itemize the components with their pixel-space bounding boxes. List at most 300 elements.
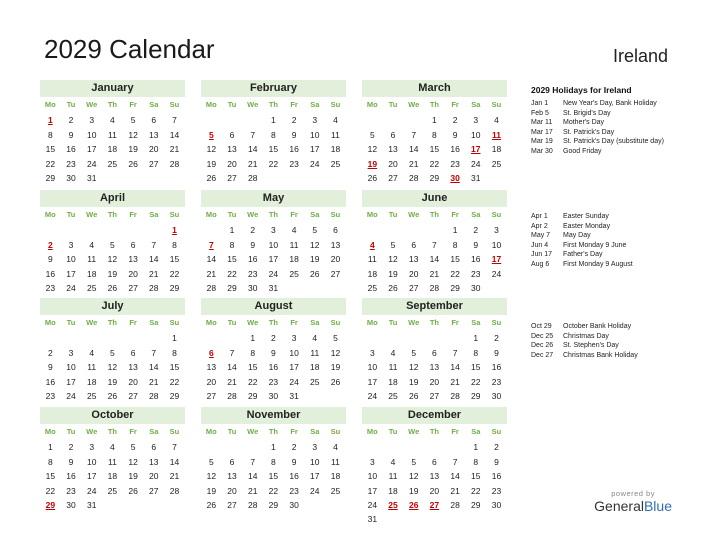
date-cell: 9 xyxy=(473,239,479,250)
date-cell: 18 xyxy=(107,471,118,482)
date-cell: 5 xyxy=(208,456,214,467)
date-cell: 29 xyxy=(429,172,440,183)
date-cell: 14 xyxy=(247,471,258,482)
holiday-row xyxy=(531,147,664,157)
date-cell: 24 xyxy=(86,485,97,496)
date-cell: 2 xyxy=(452,115,458,126)
date-cell: 11 xyxy=(87,362,97,373)
date-cell: 29 xyxy=(450,282,460,293)
date-cell: 21 xyxy=(149,268,159,279)
month-grid xyxy=(201,99,346,185)
date-cell: 9 xyxy=(68,129,74,140)
date-cell: 27 xyxy=(206,390,217,401)
date-cell: 7 xyxy=(229,347,235,358)
date-cell: 1 xyxy=(271,442,276,453)
empty-cell xyxy=(201,113,222,127)
date-cell: 11 xyxy=(331,129,340,140)
weekday-label: Mo xyxy=(205,427,217,436)
date-cell: 21 xyxy=(450,485,460,496)
weekday-label: Fr xyxy=(451,318,459,327)
date-cell: 28 xyxy=(450,499,460,510)
date-cell: 9 xyxy=(494,456,499,467)
date-cell: 4 xyxy=(494,115,499,126)
date-cell: 30 xyxy=(66,172,76,183)
empty-cell xyxy=(81,331,102,345)
date-cell: 27 xyxy=(388,172,398,183)
date-cell: 14 xyxy=(429,254,440,265)
date-cell: 22 xyxy=(268,485,279,496)
date-cell: 15 xyxy=(45,471,56,482)
month-header: July xyxy=(40,298,185,315)
holiday-name: Easter Monday xyxy=(563,222,611,230)
date-cell: 19 xyxy=(408,376,419,387)
date-cell: 5 xyxy=(411,456,417,467)
page-title: 2029 Calendar xyxy=(44,34,215,64)
date-cell: 1 xyxy=(473,333,479,344)
date-cell: 23 xyxy=(289,485,299,496)
date-cell: 7 xyxy=(172,442,177,453)
date-cell: 27 xyxy=(227,499,237,510)
date-cell: 23 xyxy=(491,485,502,496)
weekday-label: We xyxy=(86,427,98,436)
weekday-label: Fr xyxy=(290,318,298,327)
date-cell: 22 xyxy=(169,268,180,279)
date-cell: 31 xyxy=(86,172,97,183)
weekday-label: Mo xyxy=(366,210,378,219)
holiday-date-label: Apr 1 xyxy=(531,213,548,220)
date-cell: 4 xyxy=(110,442,115,453)
date-cell: 9 xyxy=(68,456,74,467)
weekday-label: Fr xyxy=(129,100,137,109)
date-cell: 13 xyxy=(408,254,419,265)
date-cell: 25 xyxy=(289,268,299,279)
empty-cell xyxy=(362,440,383,454)
weekday-label: Sa xyxy=(149,318,159,327)
date-cell: 5 xyxy=(110,239,115,250)
holiday-row xyxy=(531,99,664,109)
date-cell: 26 xyxy=(408,390,419,401)
date-cell: 16 xyxy=(450,144,460,155)
date-cell: 5 xyxy=(312,225,318,236)
holiday-row xyxy=(531,332,638,342)
date-cell: 14 xyxy=(247,144,258,155)
date-cell: 20 xyxy=(227,485,237,496)
holiday-date-label: Jun 4 xyxy=(531,241,549,249)
date-cell: 28 xyxy=(206,282,217,293)
holiday-date: 27 xyxy=(429,499,440,510)
date-cell: 1 xyxy=(250,333,256,344)
date-cell: 15 xyxy=(247,362,258,373)
date-cell: 24 xyxy=(310,158,320,169)
weekday-label: Th xyxy=(429,427,439,436)
date-cell: 28 xyxy=(149,390,159,401)
month-july xyxy=(40,298,185,403)
date-cell: 15 xyxy=(45,144,56,155)
date-cell: 4 xyxy=(333,115,338,126)
date-cell: 6 xyxy=(432,456,437,467)
date-cell: 8 xyxy=(271,129,276,140)
date-cell: 2 xyxy=(250,225,256,236)
date-cell: 9 xyxy=(250,239,256,250)
date-cell: 18 xyxy=(367,268,378,279)
empty-cell xyxy=(102,223,123,237)
date-cell: 11 xyxy=(87,254,97,265)
weekday-label: Fr xyxy=(129,318,137,327)
date-cell: 18 xyxy=(330,471,341,482)
date-cell: 4 xyxy=(312,333,318,344)
date-cell: 22 xyxy=(450,268,460,279)
date-cell: 15 xyxy=(471,471,481,482)
date-cell: 14 xyxy=(227,362,237,373)
date-cell: 23 xyxy=(289,158,299,169)
date-cell: 11 xyxy=(367,254,377,265)
holiday-date: 7 xyxy=(208,239,214,250)
date-cell: 12 xyxy=(408,362,419,373)
weekday-label: Mo xyxy=(205,100,217,109)
date-cell: 24 xyxy=(268,268,279,279)
date-cell: 25 xyxy=(86,390,97,401)
date-cell: 10 xyxy=(367,471,378,482)
date-cell: 15 xyxy=(471,362,481,373)
date-cell: 29 xyxy=(45,172,56,183)
date-cell: 14 xyxy=(450,362,460,373)
holiday-row xyxy=(531,260,633,270)
month-header: April xyxy=(40,190,185,207)
empty-cell xyxy=(383,223,404,237)
date-cell: 31 xyxy=(367,514,378,525)
weekday-label: Th xyxy=(429,100,439,109)
date-cell: 26 xyxy=(128,485,138,496)
holiday-date-label: Feb 5 xyxy=(531,109,549,117)
weekday-label: Tu xyxy=(227,100,237,109)
empty-cell xyxy=(403,440,424,454)
weekday-label: We xyxy=(408,427,420,436)
date-cell: 1 xyxy=(229,225,235,236)
date-cell: 7 xyxy=(452,456,458,467)
holiday-group xyxy=(531,322,638,360)
date-cell: 28 xyxy=(429,282,440,293)
weekday-label: Tu xyxy=(227,427,237,436)
date-cell: 30 xyxy=(247,282,258,293)
date-cell: 18 xyxy=(289,254,299,265)
date-cell: 18 xyxy=(388,376,398,387)
date-cell: 29 xyxy=(227,282,237,293)
date-cell: 23 xyxy=(45,390,56,401)
holiday-date: 4 xyxy=(369,239,375,250)
weekday-label: Sa xyxy=(149,427,159,436)
date-cell: 21 xyxy=(247,158,258,169)
weekday-label: Sa xyxy=(310,100,320,109)
date-cell: 17 xyxy=(66,268,76,279)
date-cell: 11 xyxy=(331,456,340,467)
weekday-label: Tu xyxy=(388,100,398,109)
date-cell: 28 xyxy=(247,172,258,183)
weekday-label: We xyxy=(247,427,259,436)
date-cell: 25 xyxy=(107,485,118,496)
date-cell: 5 xyxy=(130,115,136,126)
month-october xyxy=(40,407,185,512)
date-cell: 28 xyxy=(450,390,460,401)
weekday-label: Th xyxy=(429,210,439,219)
date-cell: 26 xyxy=(206,499,217,510)
date-cell: 3 xyxy=(68,347,74,358)
date-cell: 3 xyxy=(494,225,499,236)
date-cell: 12 xyxy=(330,347,341,358)
date-cell: 19 xyxy=(128,144,138,155)
holiday-date: 11 xyxy=(491,129,501,140)
date-cell: 26 xyxy=(128,158,138,169)
weekday-label: Mo xyxy=(366,318,378,327)
empty-cell xyxy=(222,113,243,127)
date-cell: 19 xyxy=(206,158,217,169)
date-cell: 14 xyxy=(149,254,159,265)
empty-cell xyxy=(362,113,383,127)
weekday-label: Sa xyxy=(471,100,481,109)
date-cell: 24 xyxy=(86,158,97,169)
weekday-label: Th xyxy=(268,210,278,219)
holiday-row xyxy=(531,212,633,222)
month-header: December xyxy=(362,407,507,424)
date-cell: 18 xyxy=(388,485,398,496)
date-cell: 22 xyxy=(429,158,440,169)
empty-cell xyxy=(40,223,61,237)
holiday-name: St. Brigid's Day xyxy=(563,109,611,117)
weekday-label: Su xyxy=(169,427,180,436)
date-cell: 19 xyxy=(128,471,138,482)
date-cell: 28 xyxy=(247,499,258,510)
date-cell: 16 xyxy=(66,471,76,482)
date-cell: 18 xyxy=(86,268,97,279)
date-cell: 10 xyxy=(86,456,97,467)
date-cell: 19 xyxy=(107,376,118,387)
holiday-row xyxy=(531,351,638,361)
weekday-label: Tu xyxy=(388,318,398,327)
date-cell: 26 xyxy=(367,172,378,183)
empty-cell xyxy=(403,113,424,127)
month-grid xyxy=(201,209,346,295)
holiday-date-label: Jan 1 xyxy=(531,100,549,107)
date-cell: 21 xyxy=(169,144,180,155)
date-cell: 6 xyxy=(432,347,437,358)
month-april xyxy=(40,190,185,295)
date-cell: 2 xyxy=(68,442,74,453)
weekday-label: Th xyxy=(107,318,117,327)
date-cell: 27 xyxy=(227,172,237,183)
date-cell: 6 xyxy=(229,129,235,140)
date-cell: 21 xyxy=(247,485,258,496)
empty-cell xyxy=(383,331,404,345)
month-header: September xyxy=(362,298,507,315)
empty-cell xyxy=(102,331,123,345)
empty-cell xyxy=(201,440,222,454)
date-cell: 3 xyxy=(369,456,375,467)
holiday-date: 2 xyxy=(47,239,53,250)
date-cell: 18 xyxy=(107,144,118,155)
date-cell: 24 xyxy=(289,376,299,387)
month-february xyxy=(201,80,346,185)
date-cell: 9 xyxy=(291,129,297,140)
date-cell: 2 xyxy=(291,442,297,453)
empty-cell xyxy=(123,223,144,237)
month-march xyxy=(362,80,507,185)
holiday-date: 19 xyxy=(367,158,378,169)
date-cell: 22 xyxy=(227,268,237,279)
date-cell: 1 xyxy=(172,333,177,344)
holiday-date: 17 xyxy=(491,254,502,265)
weekday-label: Su xyxy=(491,210,502,219)
empty-cell xyxy=(81,223,102,237)
holiday-name: First Monday 9 June xyxy=(563,241,627,249)
date-cell: 16 xyxy=(45,268,56,279)
month-december xyxy=(362,407,507,525)
weekday-label: Tu xyxy=(66,100,76,109)
holiday-date: 30 xyxy=(450,172,460,183)
date-cell: 23 xyxy=(471,268,481,279)
empty-cell xyxy=(222,331,243,345)
weekday-label: We xyxy=(86,318,98,327)
holiday-date-label: Mar 11 xyxy=(531,119,553,127)
date-cell: 27 xyxy=(128,390,138,401)
holiday-group xyxy=(531,212,633,270)
weekday-label: Su xyxy=(330,100,341,109)
date-cell: 16 xyxy=(268,362,279,373)
date-cell: 13 xyxy=(429,362,440,373)
date-cell: 7 xyxy=(432,239,437,250)
date-cell: 5 xyxy=(369,129,375,140)
date-cell: 12 xyxy=(388,254,398,265)
month-grid xyxy=(40,209,185,310)
empty-cell xyxy=(40,331,61,345)
date-cell: 1 xyxy=(271,115,276,126)
month-grid xyxy=(362,317,507,403)
weekday-label: Su xyxy=(491,318,502,327)
date-cell: 2 xyxy=(473,225,479,236)
weekday-label: Mo xyxy=(44,427,56,436)
month-header: October xyxy=(40,407,185,424)
holiday-name: St. Stephen's Day xyxy=(563,342,619,350)
date-cell: 14 xyxy=(408,144,419,155)
weekday-label: Mo xyxy=(205,318,217,327)
date-cell: 10 xyxy=(471,129,481,140)
date-cell: 22 xyxy=(45,158,56,169)
date-cell: 1 xyxy=(47,442,53,453)
holiday-name: Father's Day xyxy=(563,251,603,259)
weekday-label: Sa xyxy=(149,210,159,219)
date-cell: 7 xyxy=(411,129,417,140)
date-cell: 9 xyxy=(291,456,297,467)
date-cell: 17 xyxy=(66,376,76,387)
date-cell: 21 xyxy=(408,158,419,169)
date-cell: 16 xyxy=(471,254,481,265)
holiday-name: St. Patrick's Day xyxy=(563,128,615,136)
weekday-label: Su xyxy=(330,318,341,327)
date-cell: 20 xyxy=(408,268,419,279)
date-cell: 3 xyxy=(473,115,479,126)
country-name: Ireland xyxy=(612,46,668,66)
date-cell: 31 xyxy=(289,390,299,401)
month-header: June xyxy=(362,190,507,207)
date-cell: 5 xyxy=(130,442,136,453)
date-cell: 3 xyxy=(312,115,318,126)
weekday-label: Mo xyxy=(366,427,378,436)
date-cell: 22 xyxy=(247,376,258,387)
date-cell: 21 xyxy=(227,376,237,387)
weekday-label: Sa xyxy=(310,318,320,327)
date-cell: 16 xyxy=(289,471,299,482)
date-cell: 6 xyxy=(151,115,157,126)
date-cell: 13 xyxy=(128,362,138,373)
empty-cell xyxy=(383,440,404,454)
holiday-date-label: Jun 17 xyxy=(531,251,553,259)
date-cell: 8 xyxy=(432,129,437,140)
holiday-date: 1 xyxy=(172,225,177,236)
empty-cell xyxy=(362,223,383,237)
date-cell: 5 xyxy=(390,239,396,250)
date-cell: 9 xyxy=(47,254,53,265)
date-cell: 5 xyxy=(411,347,417,358)
weekday-label: Th xyxy=(107,427,117,436)
date-cell: 24 xyxy=(367,390,378,401)
date-cell: 3 xyxy=(68,239,74,250)
holiday-list-title: 2029 Holidays for Ireland xyxy=(531,85,632,95)
date-cell: 19 xyxy=(330,362,341,373)
brand-name-part: General xyxy=(594,498,644,514)
weekday-label: Tu xyxy=(388,427,398,436)
date-cell: 17 xyxy=(86,471,97,482)
date-cell: 26 xyxy=(107,282,118,293)
date-cell: 12 xyxy=(408,471,419,482)
holiday-row xyxy=(531,231,633,241)
date-cell: 20 xyxy=(128,376,138,387)
holiday-row xyxy=(531,137,664,147)
date-cell: 13 xyxy=(149,456,159,467)
date-cell: 6 xyxy=(390,129,396,140)
date-cell: 29 xyxy=(247,390,258,401)
month-grid xyxy=(201,317,346,403)
date-cell: 30 xyxy=(471,282,481,293)
date-cell: 12 xyxy=(206,144,217,155)
date-cell: 10 xyxy=(86,129,97,140)
date-cell: 20 xyxy=(429,376,440,387)
date-cell: 3 xyxy=(89,115,95,126)
weekday-label: Th xyxy=(268,318,278,327)
date-cell: 28 xyxy=(408,172,419,183)
date-cell: 30 xyxy=(491,499,502,510)
date-cell: 3 xyxy=(89,442,95,453)
date-cell: 28 xyxy=(169,158,180,169)
date-cell: 25 xyxy=(491,158,502,169)
date-cell: 18 xyxy=(310,362,320,373)
date-cell: 29 xyxy=(169,282,180,293)
date-cell: 16 xyxy=(289,144,299,155)
holiday-name: October Bank Holiday xyxy=(563,323,632,330)
date-cell: 17 xyxy=(268,254,279,265)
month-january xyxy=(40,80,185,185)
weekday-label: Th xyxy=(429,318,439,327)
weekday-label: We xyxy=(247,100,259,109)
date-cell: 8 xyxy=(452,239,458,250)
date-cell: 10 xyxy=(289,347,299,358)
weekday-label: Fr xyxy=(290,100,298,109)
month-header: February xyxy=(201,80,346,97)
month-june xyxy=(362,190,507,295)
month-september xyxy=(362,298,507,403)
month-header: March xyxy=(362,80,507,97)
holiday-group xyxy=(531,99,664,157)
weekday-label: Tu xyxy=(66,210,76,219)
weekday-label: Tu xyxy=(227,210,237,219)
date-cell: 16 xyxy=(491,471,502,482)
